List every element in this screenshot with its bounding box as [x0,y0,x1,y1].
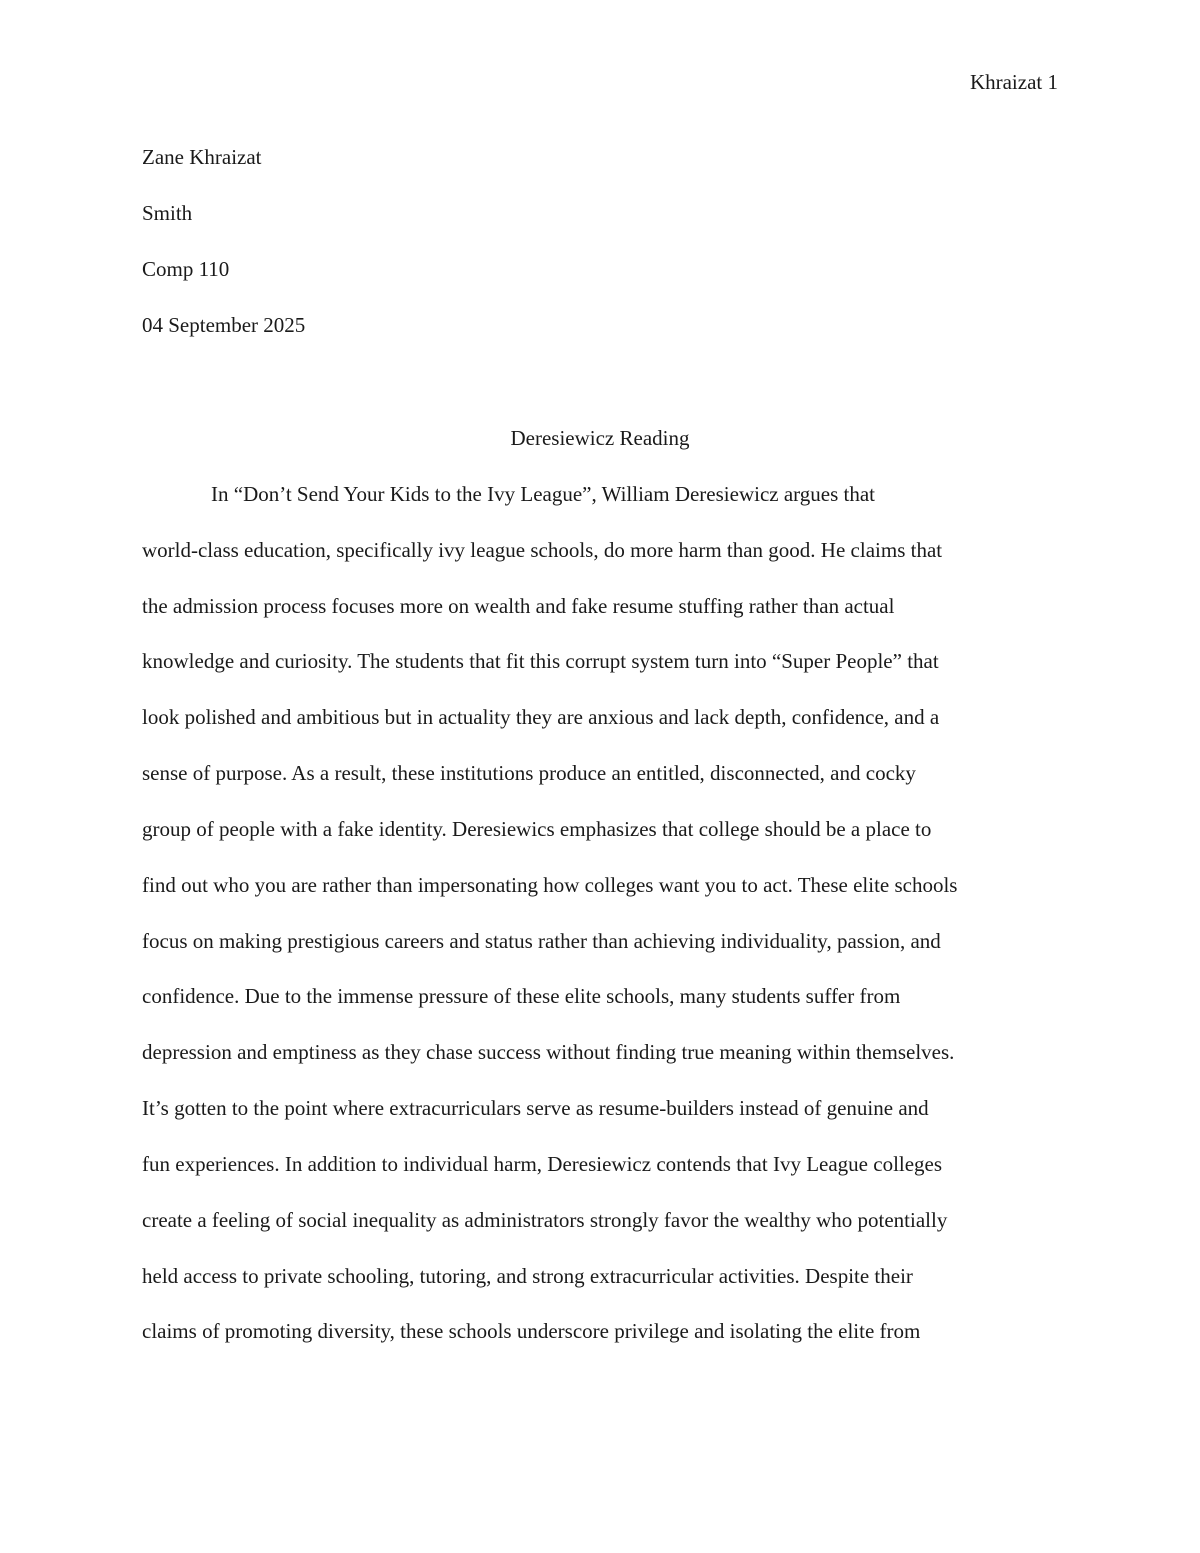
body-line: the admission process focuses more on wealth and fake resume stuffing rather than actual [142,593,895,618]
body-line: world-class education, specifically ivy league schools, do more harm than good. He claims that [142,537,943,562]
body-line: create a feeling of social inequality as administrators strongly favor the wealthy who potentially [142,1207,948,1232]
body-line: knowledge and curiosity. The students that fit this corrupt system turn into “Super People” that [142,649,939,674]
student-name: Zane Khraizat [142,145,262,169]
body-paragraph [142,480,1062,1373]
body-line: It’s gotten to the point where extracurriculars serve as resume-builders instead of genuine and [142,1096,929,1121]
body-line: claims of promoting diversity, these schools underscore privilege and isolating the elite from [142,1319,921,1344]
running-header: Khraizat 1 [969,70,1058,94]
document-title: Deresiewicz Reading [510,426,690,450]
body-line: sense of purpose. As a result, these institutions produce an entitled, disconnected, and cocky [142,761,916,786]
course-name: Comp 110 [142,257,230,281]
mla-heading [142,143,305,367]
body-line: focus on making prestigious careers and status rather than achieving individuality, passion, and [142,928,941,953]
body-line: find out who you are rather than impersonating how colleges want you to act. These elite schools [142,872,958,897]
assignment-date: 04 September 2025 [142,313,306,337]
body-line: look polished and ambitious but in actuality they are anxious and lack depth, confidence, and a [142,705,940,730]
body-line: In “Don’t Send Your Kids to the Ivy League”, William Deresiewicz argues that [211,482,876,506]
body-line: group of people with a fake identity. Deresiewics emphasizes that college should be a place to [142,816,932,841]
body-line: depression and emptiness as they chase success without finding true meaning within themselves. [142,1040,955,1065]
instructor-name: Smith [142,201,193,225]
body-line: held access to private schooling, tutoring, and strong extracurricular activities. Despite their [142,1263,913,1288]
body-line: fun experiences. In addition to individual harm, Deresiewicz contends that Ivy League colleges [142,1151,943,1176]
body-line: confidence. Due to the immense pressure of these elite schools, many students suffer from [142,984,901,1009]
